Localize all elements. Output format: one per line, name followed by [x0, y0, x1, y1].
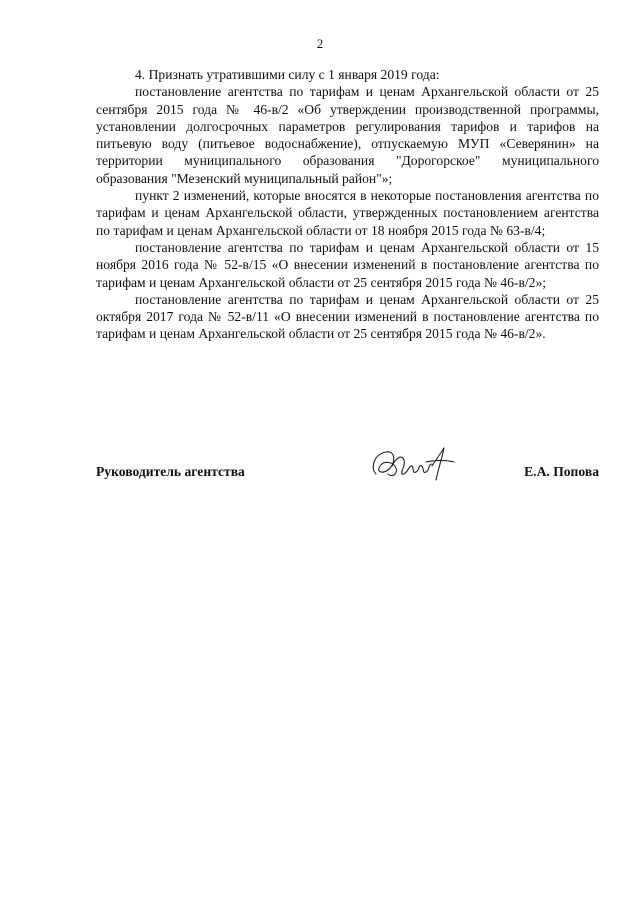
signer-name: Е.А. Попова — [524, 464, 599, 479]
signer-position: Руководитель агентства — [96, 464, 245, 479]
document-body — [96, 66, 599, 343]
paragraph-resolution-52-v-15: постановление агентства по тарифам и ценам Архангельской области от 15 ноября 2016 года № 52-в/15 «О внесении изменений в постановление агентства по тарифам и ценам Архангельской области от 25 сентября 2015 года № 46-в/2»; — [96, 239, 599, 290]
page-number: 2 — [316, 36, 324, 51]
paragraph-clause-2-amendments: пункт 2 изменений, которые вносятся в некоторые постановления агентства по тарифам и ценам Архангельской области, утвержденных постановлением агентства по тарифам и ценам Архангельской области от 18 ноября 2015 года № 63-в/4; — [96, 188, 599, 238]
paragraph-item-4-heading: 4. Признать утратившими силу с 1 января 2019 года: — [135, 67, 440, 82]
paragraph-resolution-46-v-2: постановление агентства по тарифам и ценам Архангельской области от 25 сентября 2015 года № 46-в/2 «Об утверждении производственной программы, установлении долгосрочных параметров регулирования тарифов и тарифов на питьевую воду (питьевое водоснабжение), отпускаемую МУП «Северянин» на территории муниципального образования "Дорогорское" муниципального образования "Мезенский муниципальный район"»; — [96, 84, 599, 186]
signature-block — [96, 464, 599, 484]
paragraph-resolution-52-v-11: постановление агентства по тарифам и ценам Архангельской области от 25 октября 2017 года № 52-в/11 «О внесении изменений в постановление агентства по тарифам и ценам Архангельской области от 25 сентября 2015 года № 46-в/2». — [96, 291, 599, 342]
